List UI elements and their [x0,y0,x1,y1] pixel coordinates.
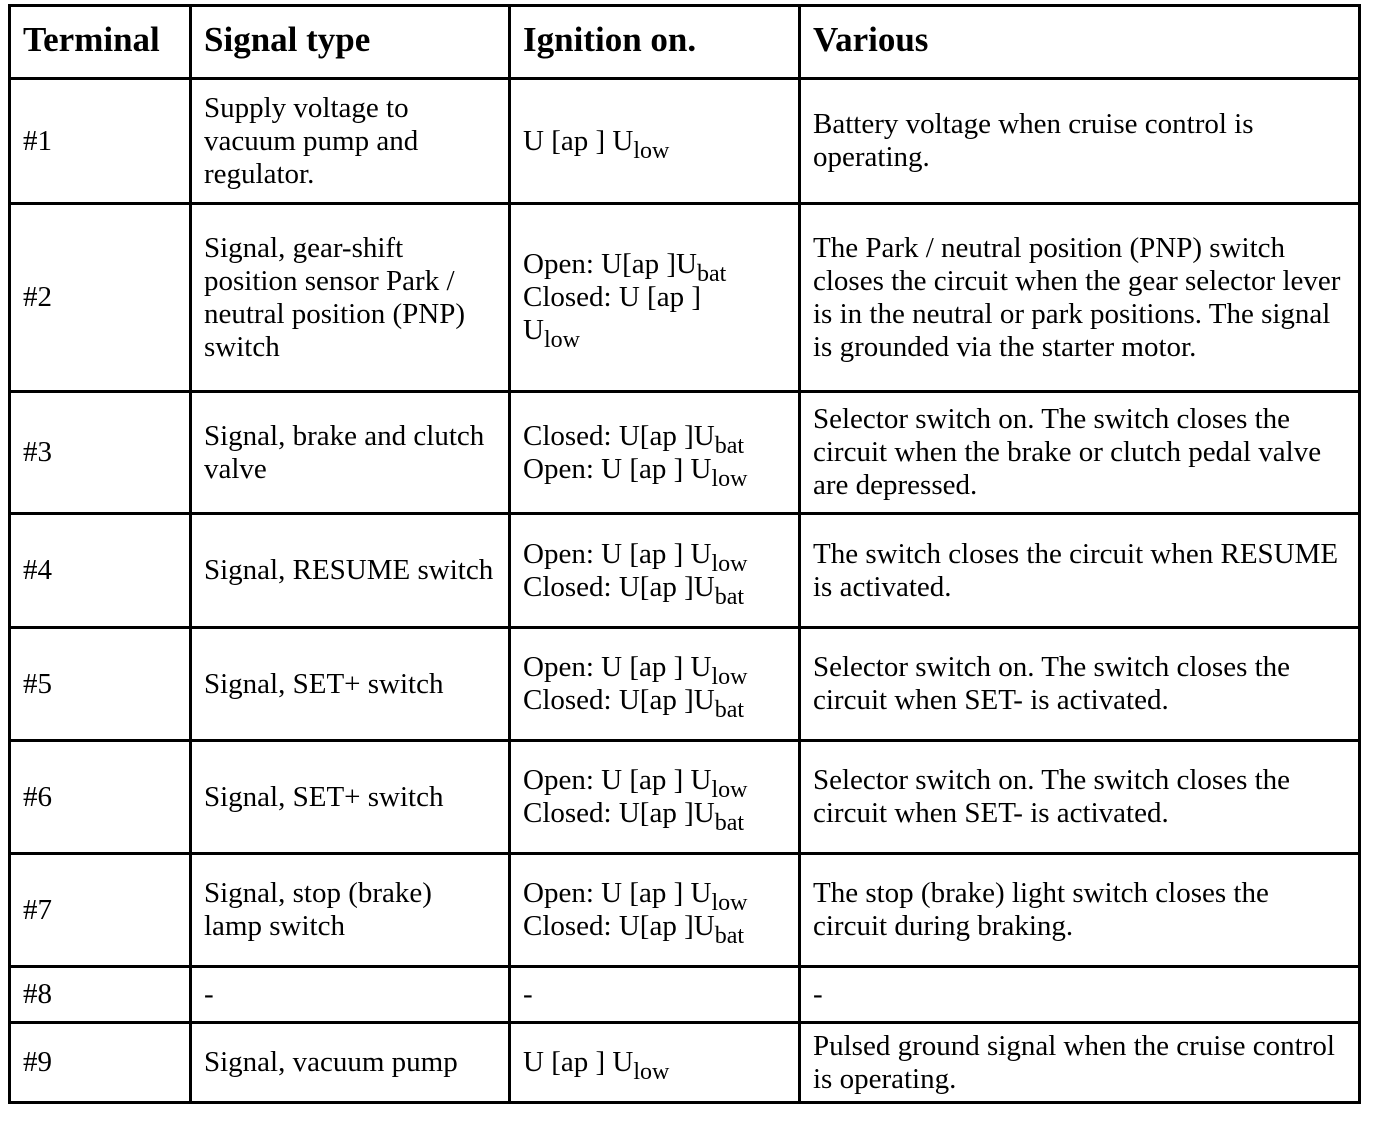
ignition-subscript: bat [714,923,745,949]
ignition-value: Closed: U[ap ]U [523,419,715,452]
header-ignition-on: Ignition on. [510,6,800,79]
ignition-value: Closed: U[ap ]U [523,797,715,829]
signal-type-cell [191,79,510,204]
signal-type-cell: Signal, vacuum pump [191,1023,510,1103]
ignition-subscript: low [711,777,748,803]
terminal-cell: #6 [10,741,191,854]
table-row [10,79,1360,204]
ignition-line [523,764,786,803]
ignition-subscript: bat [696,261,727,287]
ignition-value: Closed: U [ap ] [523,281,701,313]
header-signal-type: Signal type [191,6,510,79]
ignition-line [523,452,786,492]
terminal-cell: #9 [10,1023,191,1103]
ignition-value: U [ap ] U [523,1046,634,1078]
table-body [10,79,1360,1103]
ignition-value: Closed: U[ap ]U [523,684,715,716]
various-cell: Pulsed ground signal when the cruise control is operating. [800,1023,1360,1103]
various-cell: Selector switch on. The switch closes the circuit when the brake or clutch pedal valve are depressed. [800,392,1360,514]
ignition-value: Open: U [ap ] U [523,537,712,570]
ignition-value: U [523,314,544,346]
ignition-line [523,124,786,164]
ignition-subscript: low [711,550,748,577]
table-row [10,1023,1360,1103]
ignition-line [523,248,786,287]
ignition-value: U [ap ] U [523,124,634,157]
table-row [10,628,1360,741]
ignition-line [523,314,786,353]
ignition-subscript: low [711,664,748,690]
various-cell: The stop (brake) light switch closes the circuit during braking. [800,854,1360,967]
table-row [10,967,1360,1023]
table-row [10,741,1360,854]
header-terminal: Terminal [10,6,191,79]
ignition-subscript: low [711,465,748,492]
ignition-line [523,651,786,690]
ignition-cell [510,1023,800,1103]
ignition-value: Open: U[ap ]U [523,248,697,280]
signal-type-cell: Signal, brake and clutch valve [191,392,510,514]
signal-type-cell: - [191,967,510,1023]
ignition-subscript: bat [714,583,745,610]
signal-type-line: regulator. [204,157,315,190]
ignition-cell [510,79,800,204]
ignition-cell [510,392,800,514]
terminal-cell: #5 [10,628,191,741]
ignition-line [523,877,786,916]
various-cell: The switch closes the circuit when RESUME is activated. [800,514,1360,628]
ignition-subscript: low [633,1059,670,1085]
ignition-line [523,419,786,459]
ignition-cell [510,741,800,854]
ignition-line [523,978,786,1011]
signal-type-cell: Signal, SET+ switch [191,628,510,741]
table-row [10,204,1360,392]
various-cell: - [800,967,1360,1023]
terminal-cell: #4 [10,514,191,628]
ignition-line [523,281,786,314]
ignition-value: - [523,978,533,1010]
table-row [10,392,1360,514]
table-row [10,514,1360,628]
terminal-cell: #2 [10,204,191,392]
signal-type-line: vacuum pump and [204,124,419,157]
various-cell: Selector switch on. The switch closes the circuit when SET- is activated. [800,741,1360,854]
terminal-cell: #3 [10,392,191,514]
ignition-cell [510,514,800,628]
ignition-value: Open: U [ap ] U [523,877,712,909]
ignition-subscript: low [543,327,580,353]
various-cell: Battery voltage when cruise control is operating. [800,79,1360,204]
terminal-cell: #7 [10,854,191,967]
ignition-value: Open: U [ap ] U [523,651,712,683]
ignition-cell [510,854,800,967]
header-various: Various [800,6,1360,79]
ignition-cell [510,628,800,741]
ignition-value: Open: U [ap ] U [523,764,712,796]
ignition-line [523,1046,786,1085]
ignition-subscript: bat [714,432,745,459]
terminal-signal-table [8,4,1361,1104]
header-row [10,6,1360,79]
ignition-value: Closed: U[ap ]U [523,910,715,942]
various-cell: The Park / neutral position (PNP) switch closes the circuit when the gear selector lever is in the neutral or park positions. The signal is grounded via the starter motor. [800,204,1360,392]
signal-type-cell: Signal, SET+ switch [191,741,510,854]
ignition-cell [510,204,800,392]
signal-type-cell: Signal, stop (brake) lamp switch [191,854,510,967]
signal-type-line: Supply voltage to [204,91,409,124]
table-row [10,854,1360,967]
ignition-value: Open: U [ap ] U [523,452,712,485]
ignition-subscript: bat [714,810,745,836]
ignition-line [523,537,786,577]
ignition-value: Closed: U[ap ]U [523,570,715,603]
ignition-subscript: bat [714,697,745,723]
terminal-cell: #1 [10,79,191,204]
signal-type-cell: Signal, RESUME switch [191,514,510,628]
table-header [10,6,1360,79]
signal-type-cell: Signal, gear-shift position sensor Park / neutral position (PNP) switch [191,204,510,392]
various-cell: Selector switch on. The switch closes the circuit when SET- is activated. [800,628,1360,741]
ignition-subscript: low [633,137,670,164]
ignition-cell [510,967,800,1023]
terminal-cell: #8 [10,967,191,1023]
ignition-subscript: low [711,890,748,916]
